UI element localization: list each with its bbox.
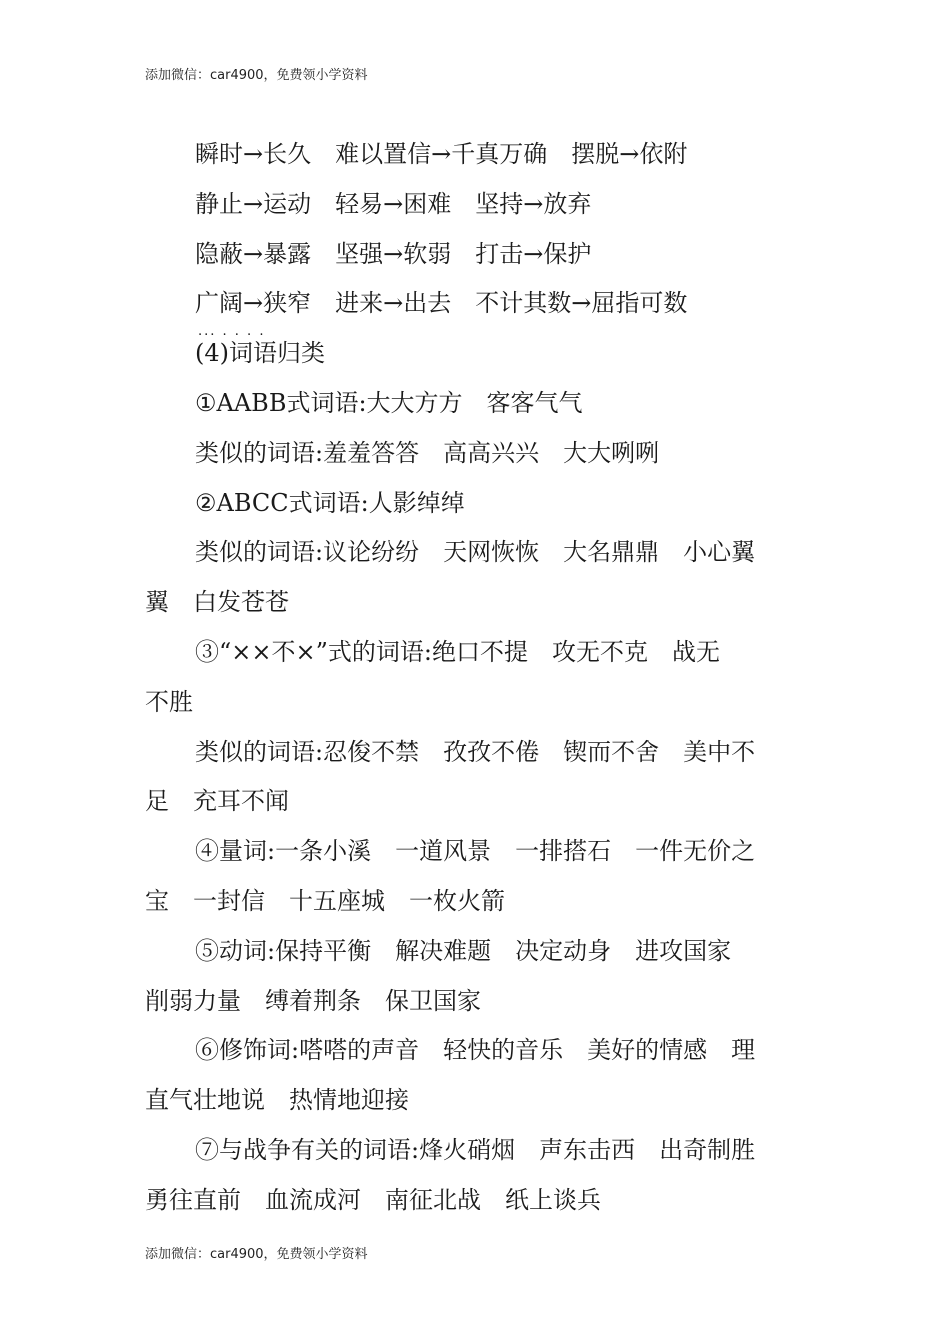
text-line: 类似的词语:羞羞答答 高高兴兴 大大咧咧: [195, 438, 660, 467]
text-line: ③“××不×”式的词语:绝口不提 攻无不克 战无: [195, 637, 720, 666]
text-line: ⑤动词:保持平衡 解决难题 决定动身 进攻国家: [195, 936, 732, 965]
text-line: ④量词:一条小溪 一道风景 一排搭石 一件无价之: [195, 837, 756, 866]
text-line: 勇往直前 血流成河 南征北战 纸上谈兵: [145, 1185, 601, 1214]
text-line: 类似的词语:议论纷纷 天网恢恢 大名鼎鼎 小心翼: [195, 538, 756, 567]
text-line: 静止→运动 轻易→困难 坚持→放弃: [195, 189, 592, 218]
text-line: ⑦与战争有关的词语:烽火硝烟 声东击西 出奇制胜: [195, 1135, 756, 1164]
text-line: 广阔→狭窄 进来→出去 不计其数→屈指可数: [195, 289, 688, 318]
text-line: ①AABB式词语:大大方方 客客气气: [195, 388, 583, 417]
document-body: [145, 130, 805, 1226]
text-line: 类似的词语:忍俊不禁 孜孜不倦 锲而不舍 美中不: [195, 737, 756, 766]
text-line: 不胜: [145, 687, 193, 716]
text-line: 削弱力量 缚着荆条 保卫国家: [145, 986, 481, 1015]
text-line: ②ABCC式词语:人影绰绰: [195, 488, 465, 517]
section-heading: (4)词语归类: [195, 339, 325, 368]
footer-watermark-note: 添加微信：car4900，免费领小学资料: [145, 1247, 368, 1262]
text-line: 直气壮地说 热情地迎接: [145, 1086, 409, 1115]
header-watermark-note: 添加微信：car4900，免费领小学资料: [145, 68, 368, 83]
text-line: 翼 白发苍苍: [145, 588, 289, 617]
text-line: 隐蔽→暴露 坚强→软弱 打击→保护: [195, 239, 592, 268]
text-line: 瞬时→长久 难以置信→千真万确 摆脱→依附: [195, 140, 688, 168]
text-line: ⑥修饰词:嗒嗒的声音 轻快的音乐 美好的情感 理: [195, 1036, 756, 1065]
emphasis-dots: ... . . . .: [198, 324, 266, 339]
text-line: 宝 一封信 十五座城 一枚火箭: [145, 886, 505, 915]
text-line: 足 充耳不闻: [145, 787, 289, 816]
